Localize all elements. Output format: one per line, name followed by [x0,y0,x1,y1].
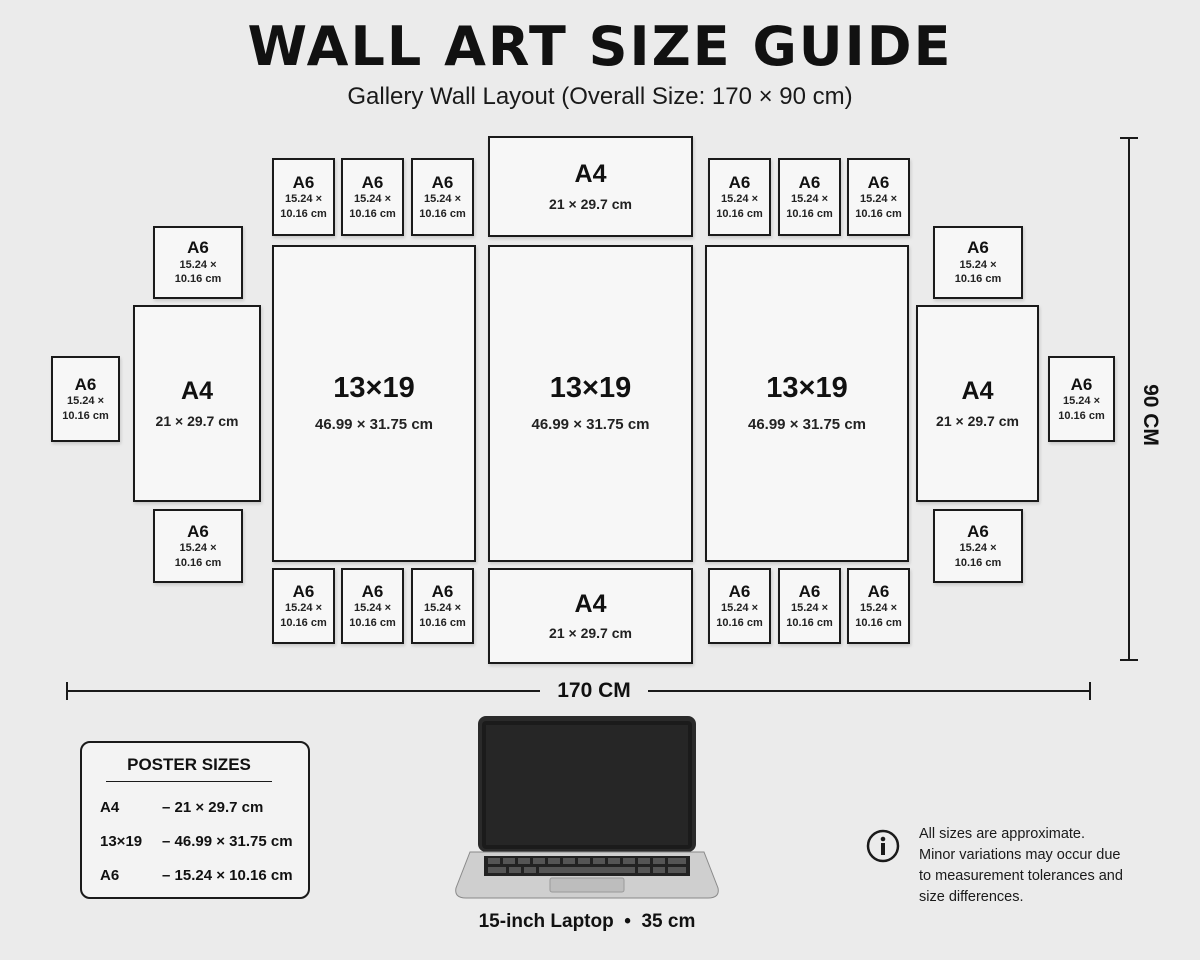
width-dimension-cap-left [66,682,68,700]
frame-size-name: 13×19 [766,372,848,405]
frame-size-name: A6 [1070,374,1093,394]
frame-dimensions: 21 × 29.7 cm [549,625,632,642]
frame-dimensions: 15.24 × 10.16 cm [786,193,833,220]
frame-a6 [411,158,474,236]
page-title: WALL ART SIZE GUIDE [247,15,953,78]
legend-key: 13×19 [100,833,143,850]
legend-value: – 15.24 × 10.16 cm [162,867,293,884]
frame-dimensions: 15.24 × 10.16 cm [419,602,466,629]
frame-size-name: A6 [187,521,209,541]
frame-a6 [272,568,335,644]
frame-size-name: A4 [574,160,607,189]
frame-size-name: A6 [728,172,751,192]
approximation-note [919,824,1169,908]
info-icon [866,829,900,863]
frame-dimensions: 15.24 × 10.16 cm [954,258,1002,286]
frame-big [272,245,476,562]
frame-a6 [933,226,1023,299]
height-dimension-cap-bottom [1120,659,1138,661]
height-dimension-cap-top [1120,137,1138,139]
frame-dimensions: 15.24 × 10.16 cm [716,193,763,220]
frame-size-name: A6 [361,581,384,601]
legend-value: – 46.99 × 31.75 cm [162,833,293,850]
frame-a4 [488,136,693,237]
frame-dimensions: 15.24 × 10.16 cm [716,602,763,629]
frame-a6 [341,568,404,644]
frame-size-name: 13×19 [549,372,632,405]
laptop-caption: 15-inch Laptop • 35 cm [478,911,696,932]
frame-size-name: A6 [798,581,821,601]
frame-a6 [778,158,841,236]
frame-a6 [847,158,910,236]
frame-a4 [133,305,261,502]
frame-a6 [1048,356,1115,442]
frame-dimensions: 15.24 × 10.16 cm [954,542,1002,569]
width-dimension-cap-right [1089,682,1091,700]
page-subtitle: Gallery Wall Layout (Overall Size: 170 × 90 cm) [347,83,853,110]
frame-size-name: 13×19 [333,372,415,405]
legend-row-13x19 [100,833,293,850]
poster-sizes-legend [80,741,310,899]
frame-size-name: A6 [292,581,315,601]
height-dimension-label: 90 CM [1139,384,1162,446]
frame-a6 [708,568,771,644]
laptop-icon [450,716,724,902]
frame-a6 [847,568,910,644]
frame-a6 [153,226,243,299]
frame-dimensions: 15.24 × 10.16 cm [174,542,222,569]
frame-dimensions: 21 × 29.7 cm [936,412,1019,429]
frame-dimensions: 15.24 × 10.16 cm [1058,395,1105,422]
legend-key: A6 [100,867,120,884]
frame-size-name: A6 [728,581,751,601]
frame-big [705,245,909,562]
frame-size-name: A4 [181,377,213,406]
note-line: to measurement tolerances and [919,868,1123,884]
frame-dimensions: 15.24 × 10.16 cm [855,602,902,629]
frame-dimensions: 15.24 × 10.16 cm [62,395,109,422]
note-line: Minor variations may occur due [919,847,1121,863]
frame-size-name: A6 [361,172,384,192]
frame-dimensions: 46.99 × 31.75 cm [531,416,650,434]
frame-a6 [411,568,474,644]
frame-a6 [708,158,771,236]
height-dimension-line [1128,138,1130,660]
frame-size-name: A6 [867,172,890,192]
frame-dimensions: 15.24 × 10.16 cm [280,193,327,220]
frame-size-name: A6 [74,374,97,394]
frame-a6 [51,356,120,442]
frame-size-name: A6 [431,581,454,601]
frame-size-name: A6 [967,238,989,258]
legend-row-a6 [100,867,293,884]
frame-dimensions: 15.24 × 10.16 cm [349,193,396,220]
legend-title: POSTER SIZES [106,755,272,782]
frame-size-name: A4 [961,377,994,406]
legend-row-a4 [100,799,263,816]
frame-a4 [916,305,1039,502]
frame-dimensions: 15.24 × 10.16 cm [419,193,466,220]
frame-size-name: A6 [967,521,989,541]
frame-dimensions: 21 × 29.7 cm [155,412,239,429]
frame-size-name: A6 [431,172,454,192]
frame-dimensions: 21 × 29.7 cm [549,195,632,212]
frame-a6 [933,509,1023,583]
frame-size-name: A6 [292,172,315,192]
frame-dimensions: 46.99 × 31.75 cm [314,416,433,434]
frame-dimensions: 15.24 × 10.16 cm [280,602,327,629]
frame-a6 [778,568,841,644]
frame-big [488,245,693,562]
frame-size-name: A6 [187,238,209,258]
frame-a4 [488,568,693,664]
frame-a6 [153,509,243,583]
frame-dimensions: 15.24 × 10.16 cm [855,193,902,220]
frame-size-name: A6 [798,172,821,192]
frame-dimensions: 15.24 × 10.16 cm [174,258,222,286]
frame-a6 [341,158,404,236]
width-dimension-label: 170 CM [540,678,648,704]
frame-dimensions: 15.24 × 10.16 cm [349,602,396,629]
note-line: size differences. [919,889,1024,905]
frame-a6 [272,158,335,236]
legend-key: A4 [100,799,120,816]
frame-size-name: A4 [574,589,607,618]
frame-size-name: A6 [867,581,890,601]
frame-dimensions: 46.99 × 31.75 cm [747,416,866,434]
note-line: All sizes are approximate. [919,826,1086,842]
legend-value: – 21 × 29.7 cm [162,799,264,816]
frame-dimensions: 15.24 × 10.16 cm [786,602,833,629]
